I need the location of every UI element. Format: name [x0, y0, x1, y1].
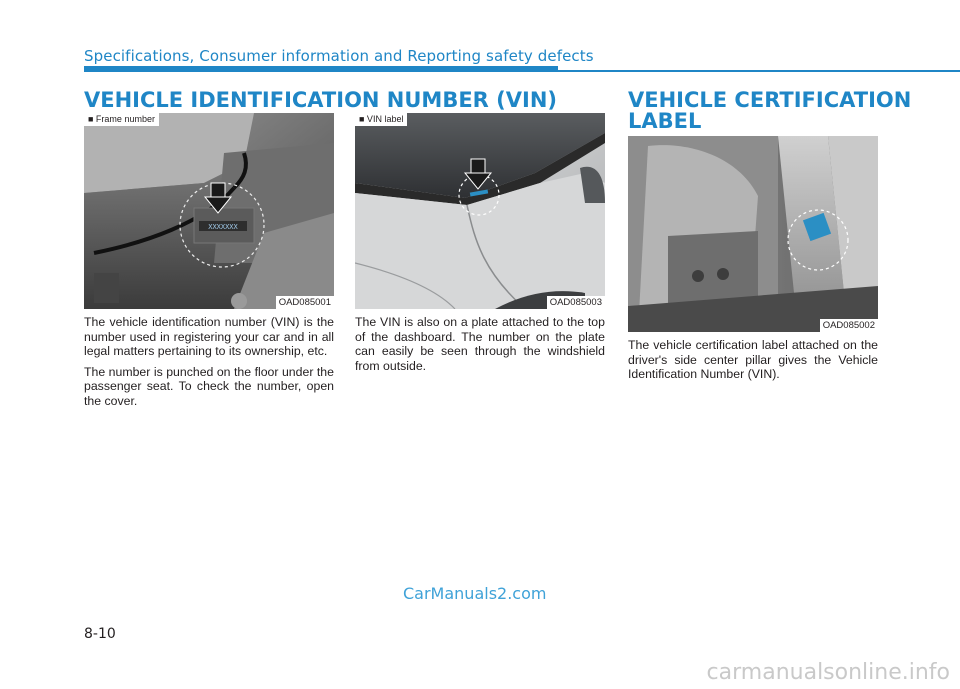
- vin-text-column-2: [355, 315, 605, 379]
- frame-stamp-text: XXXXXXX: [208, 223, 238, 231]
- vin-dashboard-paragraph: The VIN is also on a plate attached to the top of the dashboard. The number on the plate can easily be seen through the windshield from outside.: [355, 315, 605, 373]
- page-number: 8-10: [84, 626, 116, 642]
- header-rule-thin: [558, 70, 960, 72]
- chapter-header: Specifications, Consumer information and Reporting safety defects: [84, 47, 594, 65]
- vin-label-caption: ■ VIN label: [355, 113, 407, 126]
- certification-label-illustration: [628, 136, 878, 332]
- vin-label-photo-code: OAD085003: [547, 296, 605, 309]
- cert-section-title-line2: LABEL: [628, 109, 702, 133]
- certification-label-photo: [628, 136, 878, 332]
- vin-paragraph: The number is punched on the floor under the passenger seat. To check the number, open the cover.: [84, 364, 334, 408]
- frame-number-photo-code: OAD085001: [276, 296, 334, 309]
- certification-label-photo-code: OAD085002: [820, 319, 878, 332]
- header-rule-thick: [84, 66, 558, 72]
- vin-label-photo: [355, 113, 605, 309]
- cert-section-title-line1: VEHICLE CERTIFICATION: [628, 88, 912, 112]
- cert-paragraph: The vehicle certification label attached on the driver's side center pillar gives the Vehicle Identification Number (VIN).: [628, 338, 878, 382]
- frame-number-photo: [84, 113, 334, 309]
- site-watermark: carmanualsonline.info: [706, 660, 950, 685]
- vin-text-column-1: [84, 315, 334, 415]
- watermark-link[interactable]: CarManuals2.com: [403, 584, 547, 603]
- frame-number-caption: ■ Frame number: [84, 113, 159, 126]
- frame-number-illustration: [84, 113, 334, 309]
- cert-text-column: [628, 338, 878, 388]
- vin-section-title: VEHICLE IDENTIFICATION NUMBER (VIN): [84, 88, 558, 112]
- vin-paragraph: The vehicle identification number (VIN) is the number used in registering your car and in all legal matters pertaining to its ownership, etc.: [84, 315, 334, 359]
- vin-label-illustration: [355, 113, 605, 309]
